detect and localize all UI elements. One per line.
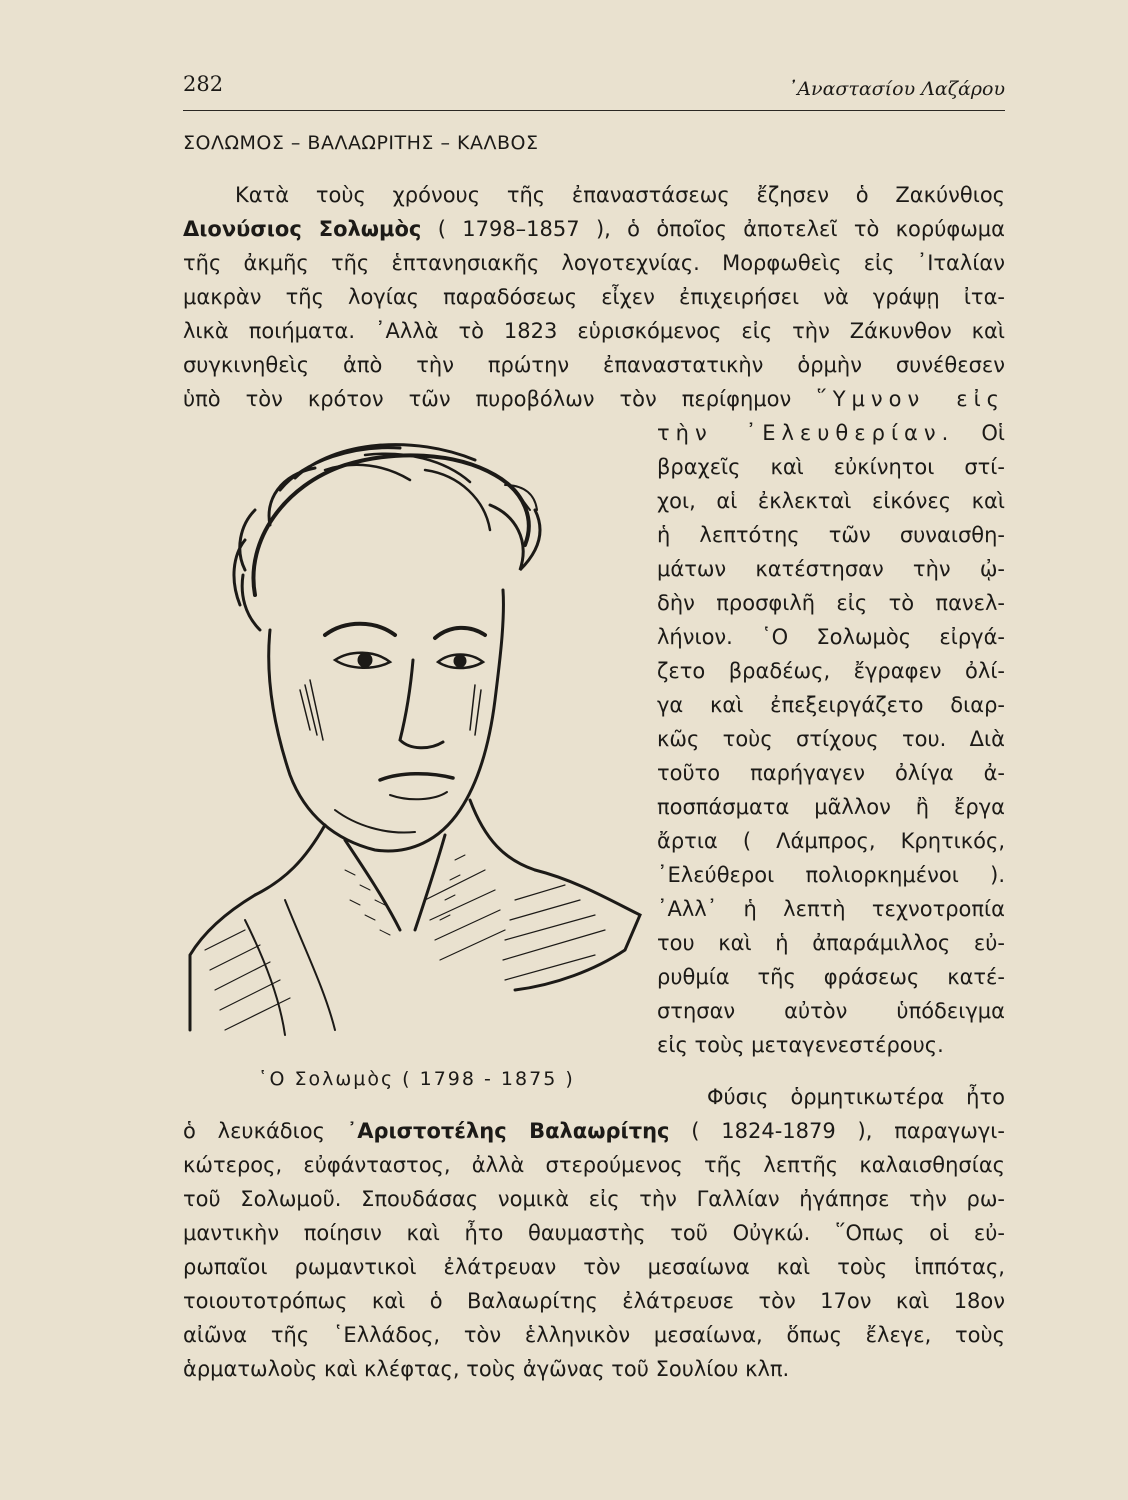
poem-title: τὴν ᾿Ελευθερίαν. [657, 421, 955, 445]
page-number: 282 [183, 72, 224, 96]
text-line: Κατὰ τοὺς χρόνους τῆς ἐπαναστάσεως ἔζησεν ὁ Ζακύνθιος [235, 183, 1005, 207]
text-span: Οἱ [954, 421, 1005, 445]
text-line: ἡ λεπτότης τῶν συναισθη- [657, 523, 1005, 547]
text-span: ὑπὸ τὸν κρότον τῶν πυροβόλων τὸν περίφημον [183, 387, 817, 411]
page-header [183, 70, 1005, 112]
text-line: ποσπάσματα μᾶλλον ἢ ἔργα [657, 795, 1005, 819]
text-line: ᾿Αλλ᾿ ἡ λεπτὴ τεχνοτροπία [657, 897, 1005, 921]
section-title: ΣΟΛΩΜΟΣ – ΒΑΛΑΩΡΙΤΗΣ – ΚΑΛΒΟΣ [183, 132, 539, 154]
text-line: κώτερος, εὐφάνταστος, ἀλλὰ στερούμενος τῆς λεπτῆς καλαισθησίας [183, 1153, 1005, 1177]
text-line: τῆς ἀκμῆς τῆς ἑπτανησιακῆς λογοτεχνίας. Μορφωθεὶς εἰς ᾿Ιταλίαν [183, 251, 1005, 275]
text-line [183, 382, 1005, 416]
text-line: λήνιον. ῾Ο Σολωμὸς εἰργά- [657, 625, 1005, 649]
author-name-solomos: Διονύσιος Σολωμὸς [183, 217, 422, 241]
poem-title: ῞Υμνον εἰς [816, 387, 1005, 411]
text-line: τοῦ Σολωμοῦ. Σπουδάσας νομικὰ εἰς τὴν Γαλλίαν ἠγάπησε τὴν ρω- [183, 1187, 1005, 1211]
text-line: Φύσις ὁρμητικωτέρα ἦτο [707, 1085, 1005, 1109]
text-line: μάτων κατέστησαν τὴν ᾠ- [657, 557, 1005, 581]
text-line: αἰῶνα τῆς ῾Ελλάδος, τὸν ἑλληνικὸν μεσαίωνα, ὅπως ἔλεγε, τοὺς [183, 1323, 1005, 1347]
text-line: δὴν προσφιλῆ εἰς τὸ πανελ- [657, 591, 1005, 615]
portrait-engraving [185, 430, 645, 1050]
text-line: κῶς τοὺς στίχους του. Διὰ [657, 727, 1005, 751]
text-line [183, 1114, 1005, 1148]
text-line: βραχεῖς καὶ εὐκίνητοι στί- [657, 455, 1005, 479]
text-line: ρωπαῖοι ρωμαντικοὶ ἐλάτρευαν τὸν μεσαίωνα καὶ τοὺς ἱππότας, [183, 1255, 1005, 1279]
header-rule [183, 110, 1005, 111]
text-line: τοιουτοτρόπως καὶ ὁ Βαλαωρίτης ἐλάτρευσε τὸν 17ον καὶ 18ον [183, 1289, 1005, 1313]
text-line: λικὰ ποιήματα. ᾿Αλλὰ τὸ 1823 εὑρισκόμενος εἰς τὴν Ζάκυνθον καὶ [183, 319, 1005, 343]
text-line: χοι, αἱ ἐκλεκταὶ εἰκόνες καὶ [657, 489, 1005, 513]
text-line [657, 416, 1005, 450]
text-line: τοῦτο παρήγαγεν ὀλίγα ἀ- [657, 761, 1005, 785]
text-span: ( 1798–1857 ), ὁ ὁποῖος ἀποτελεῖ τὸ κορύφωμα [421, 217, 1005, 241]
text-line: συγκινηθεὶς ἀπὸ τὴν πρώτην ἐπαναστατικὴν ὁρμὴν συνέθεσεν [183, 353, 1005, 377]
text-line: ἄρτια ( Λάμπρος, Κρητικός, [657, 829, 1005, 853]
text-line: του καὶ ἡ ἀπαράμιλλος εὐ- [657, 931, 1005, 955]
text-span: ( 1824-1879 ), παραγωγι- [669, 1119, 1005, 1143]
text-line [183, 212, 1005, 246]
portrait-caption: ῾Ο Σολωμὸς ( 1798 - 1875 ) [258, 1068, 575, 1090]
text-line: ρυθμία τῆς φράσεως κατέ- [657, 965, 1005, 989]
text-span: ὁ λευκάδιος [183, 1119, 347, 1143]
text-line: ᾿Ελεύθεροι πολιορκημένοι ). [657, 863, 1005, 887]
running-head: ᾿Αναστασίου Λαζάρου [787, 78, 1005, 100]
text-line: στησαν αὐτὸν ὑπόδειγμα [657, 999, 1005, 1023]
text-line: ἁρματωλοὺς καὶ κλέφτας, τοὺς ἀγῶνας τοῦ Σουλίου κλπ. [183, 1357, 790, 1381]
text-line: μακρὰν τῆς λογίας παραδόσεως εἶχεν ἐπιχειρήσει νὰ γράψῃ ἰτα- [183, 285, 1005, 309]
author-name-valaoritis: ᾿Αριστοτέλης Βαλαωρίτης [346, 1119, 670, 1143]
text-line: μαντικὴν ποίησιν καὶ ἦτο θαυμαστὴς τοῦ Οὐγκώ. ῞Οπως οἱ εὐ- [183, 1221, 1005, 1245]
text-line: ζετο βραδέως, ἔγραφεν ὀλί- [657, 659, 1005, 683]
text-line: γα καὶ ἐπεξειργάζετο διαρ- [657, 693, 1005, 717]
text-line: εἰς τοὺς μεταγενεστέρους. [657, 1033, 944, 1057]
